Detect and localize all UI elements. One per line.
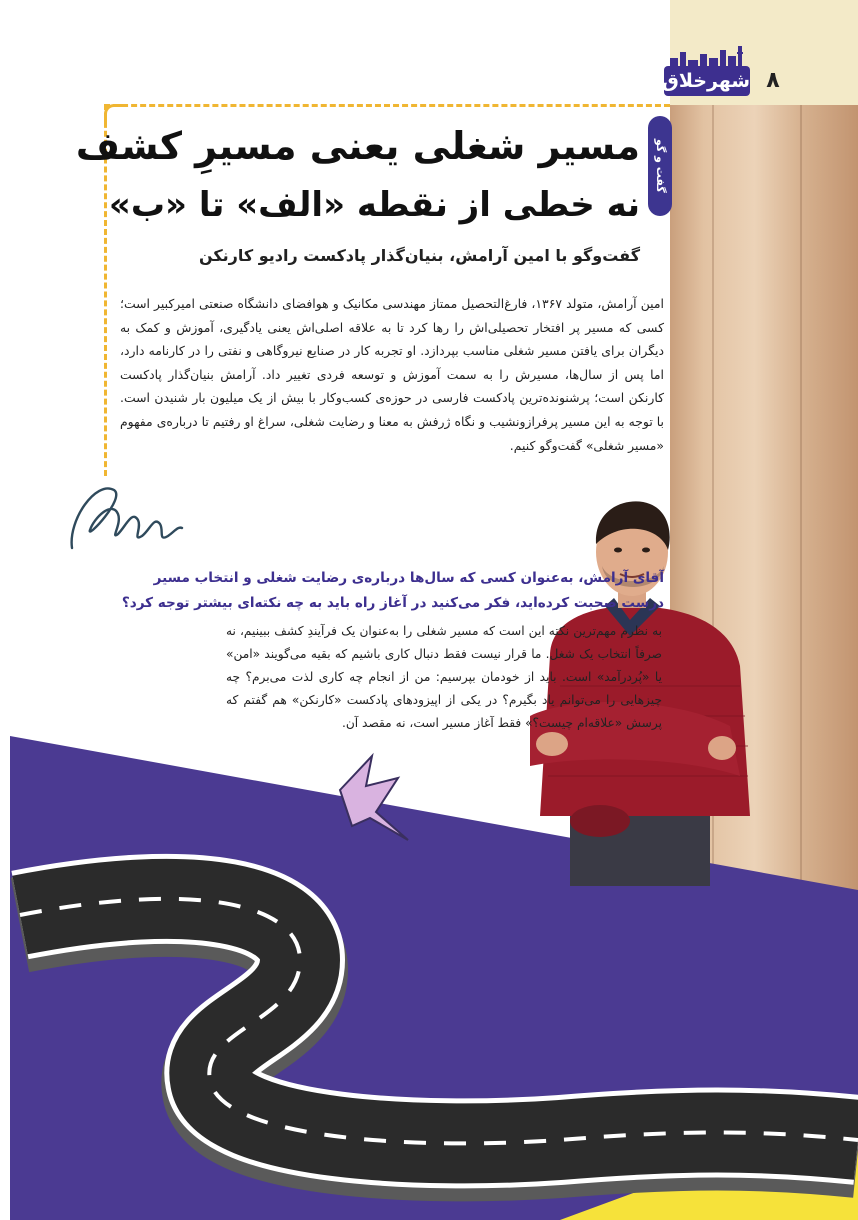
- intro-paragraph: امین آرامش، متولد ۱۳۶۷، فارغ‌التحصیل ممتاز مهندسی مکانیک و هوافضای دانشگاه صنعتی امیرکبیر است؛ کسی که مسیر پر افتخار تحصیلی‌اش را رها کرد تا به علاقه اصلی‌اش یعنی یادگیری، آموزش و کمک به دیگران برای یافتن مسیر شغلی مناسب بپردازد. او تجربه کار در صنایع نیروگاهی و نفتی را در کارنامه دارد، اما پس از سال‌ها، مسیرش را به سمت آموزش و توسعه فردی تغییر داد. آرامش بنیان‌گذار پادکست کارنکن است؛ پرشنونده‌ترین پادکست فارسی در حوزه‌ی کسب‌وکار با بیش از یک میلیون بار شنیدن است. با توجه به این مسیر پرفرازونشیب و نگاه ژرفش به معنا و رضایت شغلی، سراغ او رفتیم تا درباره‌ی مفهوم «مسیر شغلی» گفت‌وگو کنیم.: [120, 296, 664, 453]
- page-number: ۸: [766, 68, 780, 93]
- decorative-swirl-icon: [66, 470, 186, 560]
- magazine-logo: [661, 44, 750, 96]
- interview-answer: به نظرم مهم‌ترین نکته این است که مسیر شغلی را به‌عنوان یک فرآیندِ کشف ببینیم، نه صرفاً انتخاب یک شغل. ما قرار نیست فقط دنبال کاری باشیم که بقیه می‌گویند «امن» یا «پُردرآمد» است. باید از خودمان بپرسیم: من از انجام چه کاری لذت می‌برم؟ چه چیزهایی را می‌توانم یاد بگیرم؟ در یکی از اپیزودهای پادکست «کارنکن» هم گفتم که پرسش «علاقه‌ام چیست؟» فقط آغاز مسیر است، نه مقصد آن.: [226, 624, 662, 730]
- headline-line-1: مسیر شغلی یعنی مسیرِ کشف: [75, 124, 640, 168]
- section-tab: [648, 116, 672, 216]
- interview-question: آقای آرامش، به‌عنوان کسی که سال‌ها درباره‌ی رضایت شغلی و انتخاب مسیر درست صحبت کرده‌اید، فکر می‌کنید در آغاز راه باید به چه نکته‌ای بیشتر توجه کرد؟: [121, 570, 664, 611]
- subtitle: گفت‌وگو با امین آرامش، بنیان‌گذار پادکست رادیو کارنکن: [198, 246, 640, 265]
- headline-line-2: نه خطی از نقطه «الف» تا «ب»: [108, 185, 640, 225]
- title-frame-top: [104, 104, 670, 107]
- section-tab-label: گفت و گو: [654, 139, 667, 193]
- logo-text: شهرخلاق: [664, 66, 750, 96]
